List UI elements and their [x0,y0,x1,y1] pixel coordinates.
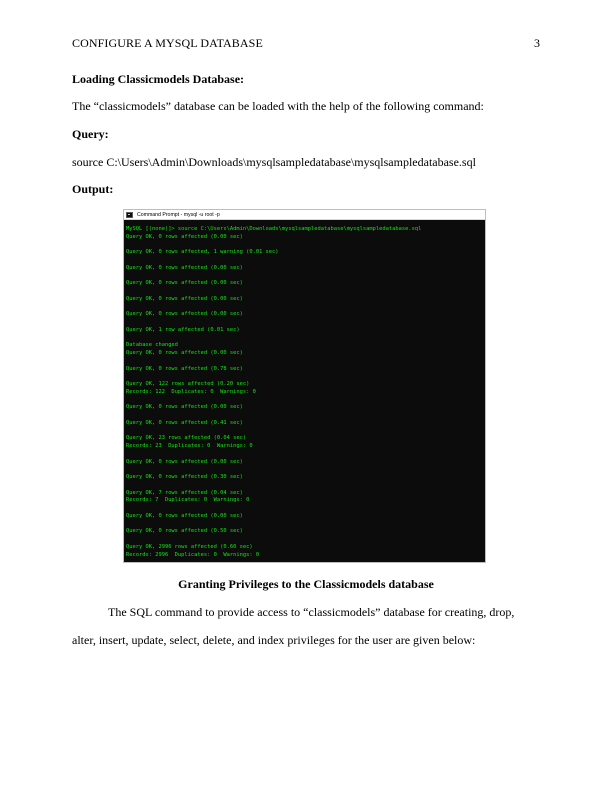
terminal-line: Query OK, 0 rows affected (0.00 sec) [126,512,243,519]
terminal-line [126,466,485,474]
terminal-line [126,521,485,529]
terminal-line [126,505,485,513]
terminal-line [126,451,485,459]
body-paragraph-line-2: alter, insert, update, select, delete, and index privileges for the user are given below: [72,633,476,647]
terminal-output [124,220,485,559]
terminal-line [126,242,485,250]
terminal-title: Command Prompt - mysql -u root -p [137,211,220,218]
terminal-line: Query OK, 0 rows affected, 1 warning (0.01 sec) [126,249,279,256]
terminal-line: Query OK, 7 rows affected (0.04 sec) [126,489,243,496]
terminal-line [126,482,485,490]
terminal-line: Query OK, 122 rows affected (0.20 sec) [126,381,250,387]
query-label: Query: [72,127,109,141]
terminal-line: Records: 122 Duplicates: 0 Warnings: 0 [126,388,256,395]
section-title-granting: Granting Privileges to the Classicmodels database [178,577,434,591]
command-prompt-icon [126,212,133,218]
terminal-line [126,304,485,312]
output-label: Output: [72,182,114,196]
terminal-line: Query OK, 0 rows affected (0.00 sec) [126,233,243,240]
terminal-line: Database changed [126,342,178,349]
terminal-line: Query OK, 0 rows affected (0.00 sec) [126,350,243,356]
terminal-line: Query OK, 0 rows affected (0.78 sec) [126,365,243,372]
running-head: CONFIGURE A MYSQL DATABASE [72,36,263,50]
terminal-line: Records: 23 Duplicates: 0 Warnings: 0 [126,443,253,449]
terminal-line [126,412,485,420]
terminal-line: Query OK, 1 row affected (0.01 sec) [126,326,240,333]
terminal-line: Query OK, 0 rows affected (0.00 sec) [126,404,243,411]
terminal-line [126,288,485,296]
terminal-line [126,358,485,366]
terminal-line [126,257,485,265]
terminal-line: Query OK, 23 rows affected (0.04 sec) [126,435,247,442]
terminal-titlebar [124,210,485,220]
terminal-line: Query OK, 0 rows affected (0.41 sec) [126,419,243,426]
terminal-line: Query OK, 0 rows affected (0.30 sec) [126,474,243,480]
terminal-line: Query OK, 2996 rows affected (0.60 sec) [126,543,253,550]
body-paragraph-line-1: The SQL command to provide access to “classicmodels” database for creating, drop, [108,605,515,619]
terminal-line [126,319,485,327]
terminal-line: MySQL [(none)]> source C:\Users\Admin\Downloads\mysqlsampledatabase\mysqlsampledatabase.sql [126,226,422,232]
terminal-line [126,428,485,436]
terminal-screenshot [123,209,486,563]
terminal-line: Records: 7 Duplicates: 0 Warnings: 0 [126,497,250,504]
query-command: source C:\Users\Admin\Downloads\mysqlsampledatabase\mysqlsampledatabase.sql [72,155,476,169]
terminal-line: Query OK, 0 rows affected (0.00 sec) [126,311,243,318]
terminal-line: Query OK, 0 rows affected (0.50 sec) [126,528,243,535]
terminal-line: Query OK, 0 rows affected (0.00 sec) [126,458,243,465]
intro-paragraph: The “classicmodels” database can be loaded with the help of the following command: [72,99,484,113]
terminal-line [126,373,485,381]
terminal-line [126,397,485,405]
terminal-line [126,335,485,343]
page-number: 3 [534,36,540,50]
terminal-line: Query OK, 0 rows affected (0.00 sec) [126,264,243,271]
terminal-line [126,273,485,281]
terminal-line: Query OK, 0 rows affected (0.00 sec) [126,295,243,302]
terminal-line: Query OK, 0 rows affected (0.00 sec) [126,280,243,287]
terminal-line [126,536,485,544]
terminal-line: Records: 2996 Duplicates: 0 Warnings: 0 [126,551,260,558]
section-heading-loading: Loading Classicmodels Database: [72,72,245,86]
